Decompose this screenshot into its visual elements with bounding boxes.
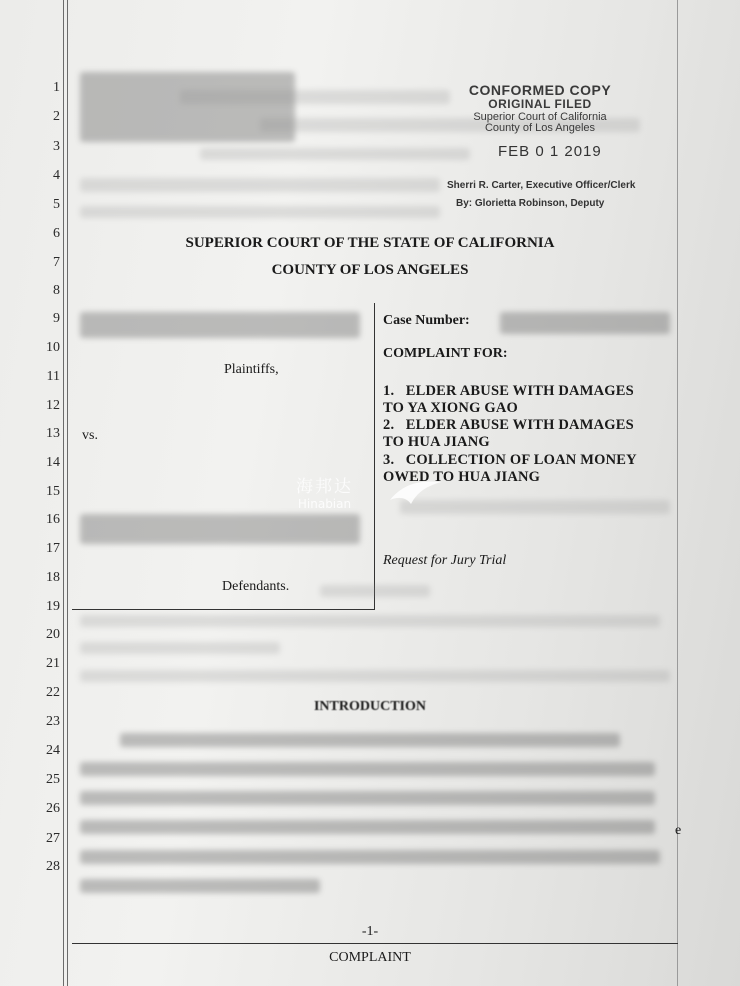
complaint-for-label: COMPLAINT FOR: bbox=[383, 346, 508, 361]
versus-label: vs. bbox=[82, 428, 98, 443]
claim-3-line2: OWED TO HUA JIANG bbox=[383, 469, 541, 485]
redacted-body-line bbox=[120, 733, 620, 747]
line-number: 2 bbox=[53, 109, 60, 124]
left-margin-rule bbox=[63, 0, 64, 986]
watermark-bird-icon bbox=[385, 474, 445, 512]
line-number: 28 bbox=[46, 859, 60, 874]
footer-rule bbox=[72, 943, 678, 944]
left-margin-rule-inner bbox=[67, 0, 68, 986]
line-number: 24 bbox=[46, 743, 60, 758]
line-number: 19 bbox=[46, 599, 60, 614]
stamp-subtitle: ORIGINAL FILED bbox=[488, 97, 592, 111]
filing-stamp bbox=[440, 82, 640, 134]
line-number: 4 bbox=[53, 168, 60, 183]
line-number: 16 bbox=[46, 512, 60, 527]
redacted-defendants bbox=[80, 514, 360, 544]
line-number: 26 bbox=[46, 801, 60, 816]
line-number: 25 bbox=[46, 772, 60, 787]
watermark bbox=[296, 472, 353, 511]
stamp-officer: Sherri R. Carter, Executive Officer/Clerk bbox=[447, 180, 636, 191]
footer-title: COMPLAINT bbox=[329, 950, 411, 965]
stamp-title: CONFORMED COPY bbox=[468, 82, 612, 98]
line-number: 27 bbox=[46, 831, 60, 846]
line-number: 1 bbox=[53, 80, 60, 95]
caption-box bbox=[72, 303, 375, 610]
claim-item-1 bbox=[383, 383, 634, 417]
watermark-chinese: 海邦达 bbox=[296, 477, 353, 497]
stamp-court: Superior Court of California bbox=[473, 111, 607, 123]
redacted-body-line bbox=[80, 850, 660, 864]
line-number: 6 bbox=[53, 226, 60, 241]
redacted-body-line bbox=[80, 879, 320, 893]
court-county: COUNTY OF LOS ANGELES bbox=[271, 262, 469, 278]
claim-1-number: 1. bbox=[383, 383, 395, 399]
redacted-bleedthrough-text bbox=[200, 148, 470, 160]
line-number: 14 bbox=[46, 455, 60, 470]
stamp-date: FEB 0 1 2019 bbox=[498, 143, 602, 160]
redacted-bleedthrough-text bbox=[80, 642, 280, 654]
claim-2-line2: TO HUA JIANG bbox=[383, 434, 490, 450]
redacted-body-line bbox=[80, 791, 655, 805]
claim-3-line1: COLLECTION OF LOAN MONEY bbox=[405, 452, 637, 468]
line-number: 15 bbox=[46, 484, 60, 499]
stamp-deputy: By: Glorietta Robinson, Deputy bbox=[456, 198, 605, 209]
claim-2-line1: ELDER ABUSE WITH DAMAGES bbox=[405, 417, 634, 433]
line-number: 11 bbox=[46, 369, 60, 384]
redacted-bleedthrough-text bbox=[80, 670, 670, 682]
plaintiffs-label: Plaintiffs, bbox=[224, 362, 279, 377]
claim-2-number: 2. bbox=[383, 417, 395, 433]
redacted-bleedthrough-text bbox=[80, 178, 440, 192]
redacted-bleedthrough-text bbox=[320, 585, 430, 597]
page-number: -1- bbox=[361, 924, 379, 939]
introduction-heading: INTRODUCTION bbox=[313, 699, 426, 714]
redacted-case-number bbox=[500, 312, 670, 334]
line-number: 8 bbox=[53, 283, 60, 298]
line-number: 10 bbox=[46, 340, 60, 355]
claim-3-number: 3. bbox=[383, 452, 395, 468]
redacted-body-line bbox=[80, 820, 655, 834]
claim-item-2 bbox=[383, 417, 634, 451]
line-number: 7 bbox=[53, 255, 60, 270]
line-number: 21 bbox=[46, 656, 60, 671]
line-number: 23 bbox=[46, 714, 60, 729]
line-number: 9 bbox=[53, 311, 60, 326]
right-edge-letter: e bbox=[675, 823, 682, 838]
redacted-plaintiffs bbox=[80, 312, 360, 338]
line-number: 22 bbox=[46, 685, 60, 700]
watermark-latin: Hinabian bbox=[297, 497, 352, 511]
redacted-bleedthrough-text bbox=[80, 206, 440, 218]
line-number: 13 bbox=[46, 426, 60, 441]
redacted-body-line bbox=[80, 762, 655, 776]
redacted-bleedthrough-text bbox=[180, 90, 450, 104]
defendants-label: Defendants. bbox=[222, 579, 290, 594]
line-number: 18 bbox=[46, 570, 60, 585]
case-number-label: Case Number: bbox=[383, 313, 470, 328]
line-number: 3 bbox=[53, 139, 60, 154]
claim-1-line1: ELDER ABUSE WITH DAMAGES bbox=[405, 383, 634, 399]
jury-trial-request: Request for Jury Trial bbox=[383, 553, 507, 568]
redacted-bleedthrough-text bbox=[80, 615, 660, 627]
line-number: 20 bbox=[46, 627, 60, 642]
line-number: 12 bbox=[46, 398, 60, 413]
line-number: 17 bbox=[46, 541, 60, 556]
claim-1-line2: TO YA XIONG GAO bbox=[383, 400, 519, 416]
stamp-county: County of Los Angeles bbox=[484, 122, 596, 134]
line-number: 5 bbox=[53, 197, 60, 212]
court-name: SUPERIOR COURT OF THE STATE OF CALIFORNIA bbox=[185, 235, 555, 251]
